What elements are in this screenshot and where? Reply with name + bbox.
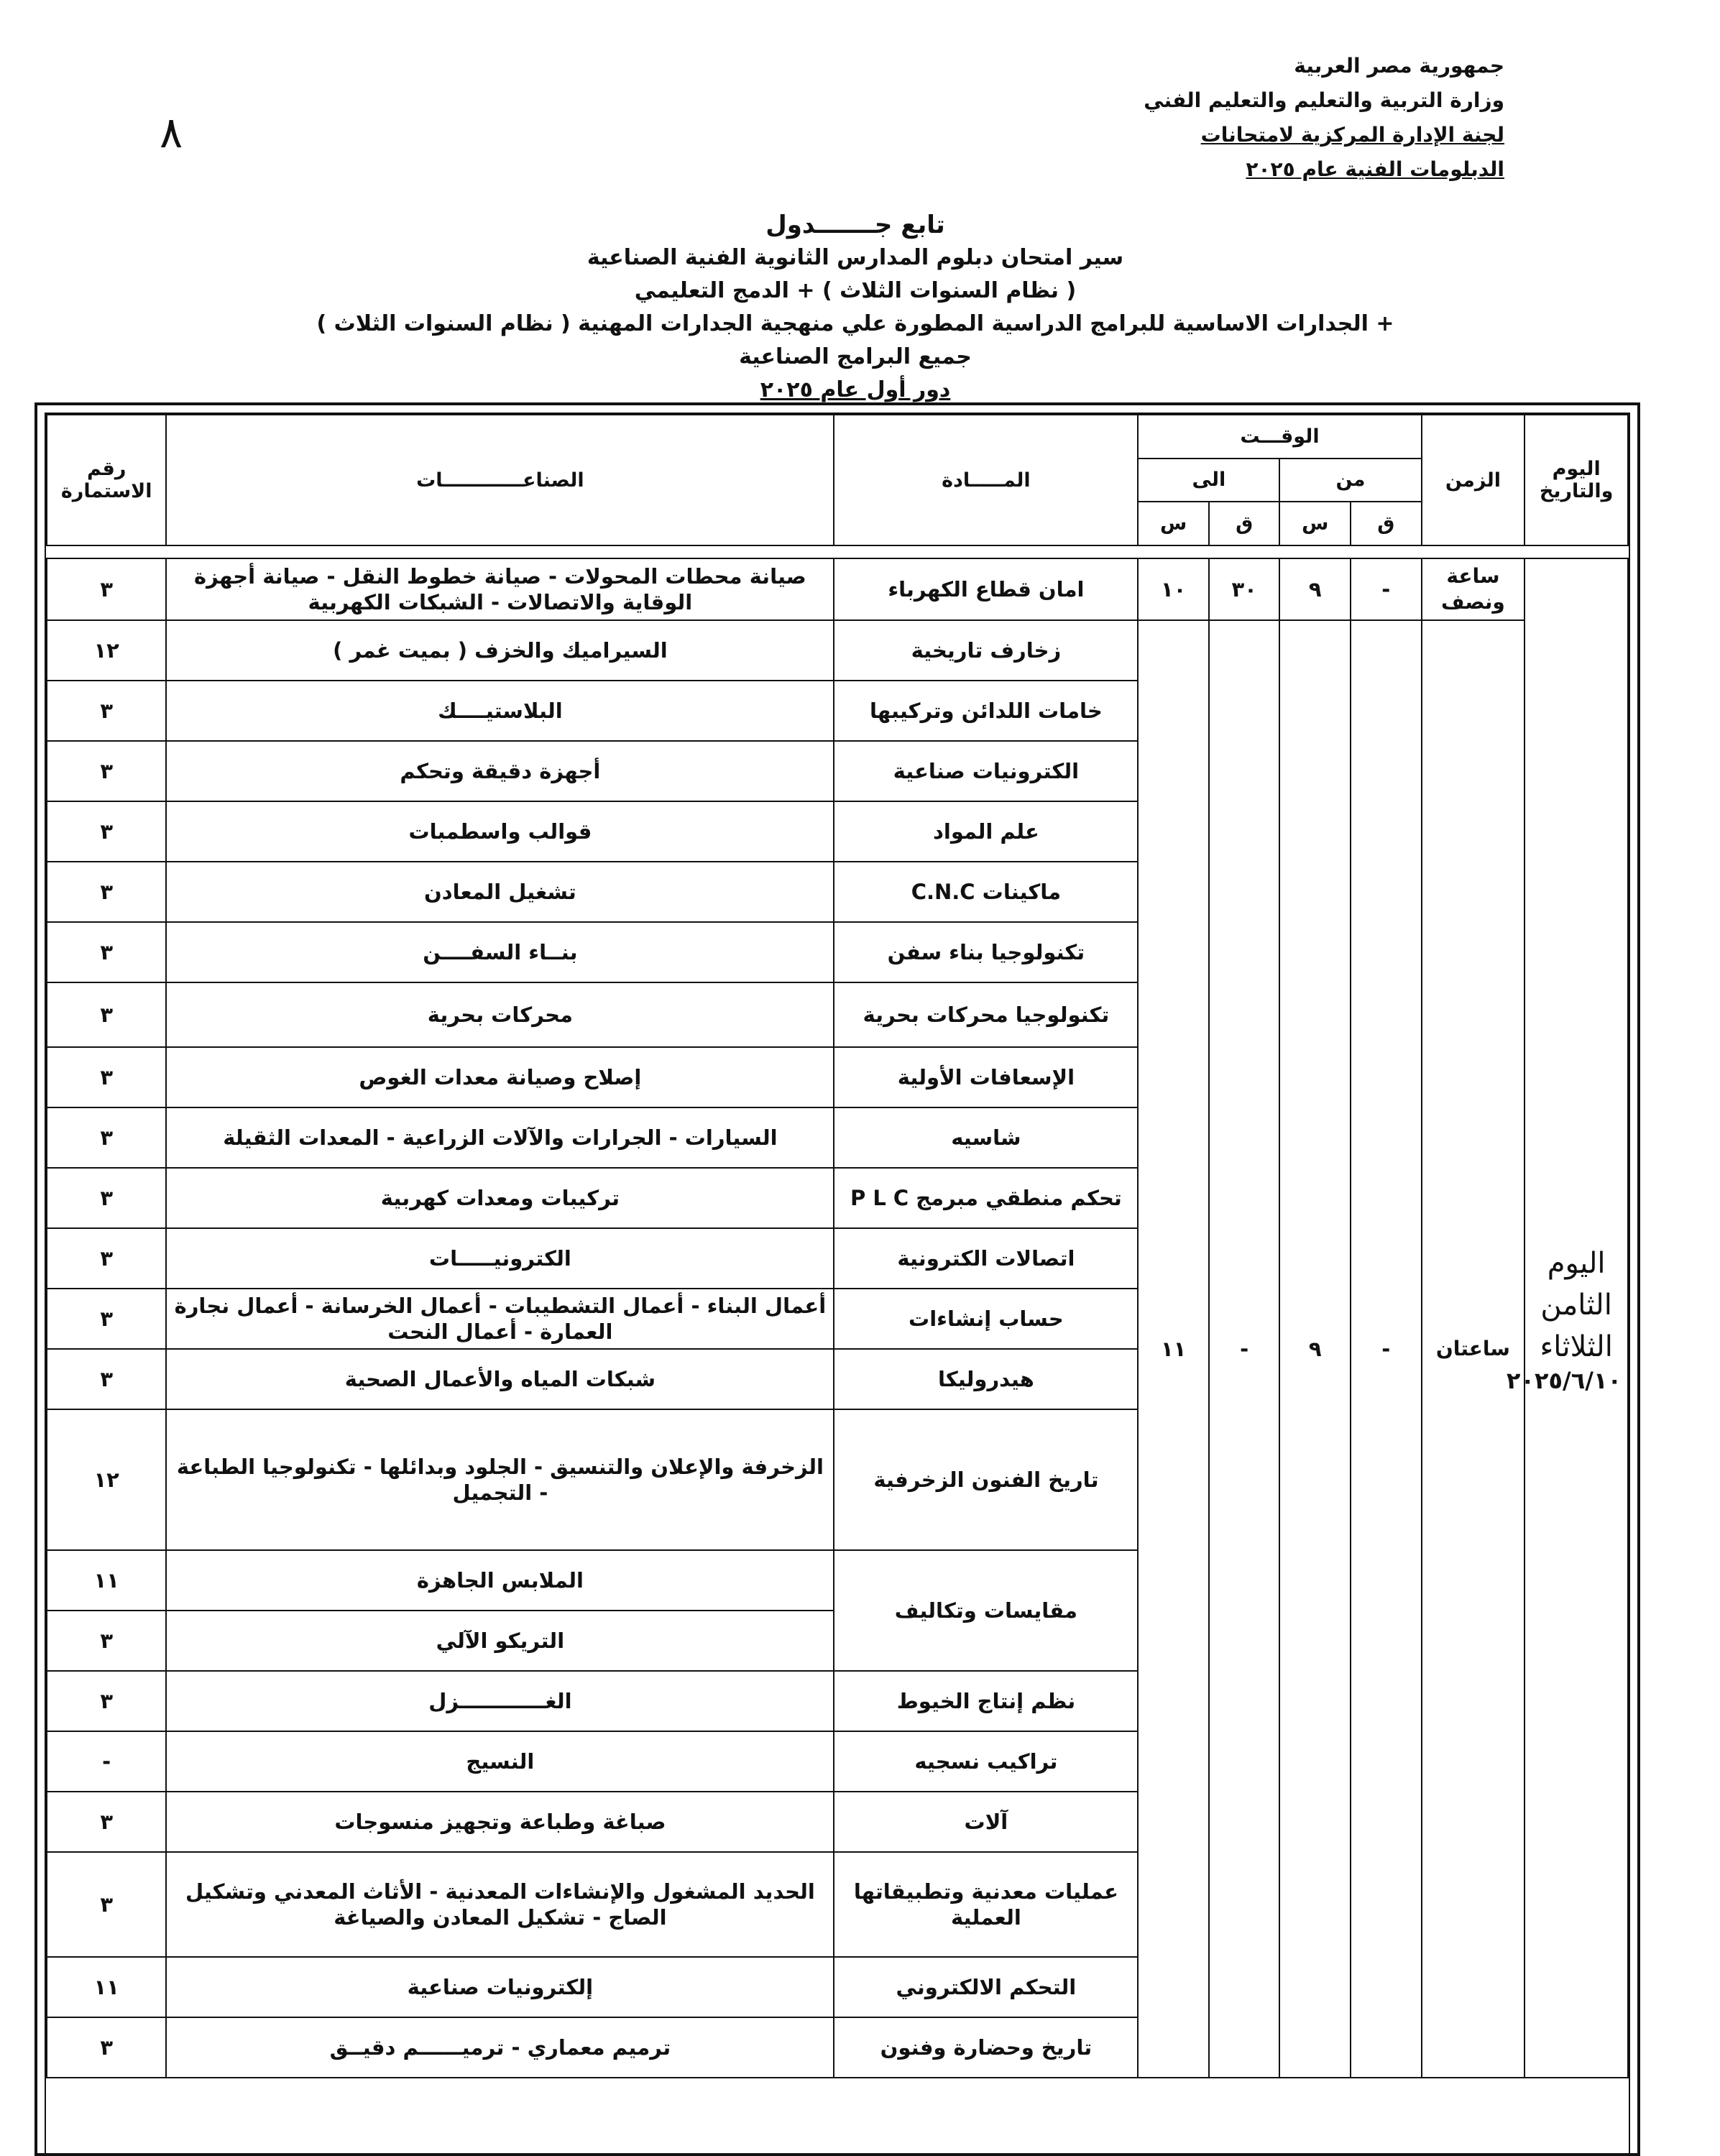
industries-cell: بنــاء السفــــن — [166, 922, 834, 982]
header-to: الى — [1138, 459, 1279, 502]
title-line: دور أول عام ٢٠٢٥ — [760, 377, 951, 402]
subject-cell: خامات اللدائن وتركيبها — [834, 681, 1138, 741]
ministry-header — [1144, 49, 1504, 187]
day-label: اليوم — [1547, 1247, 1606, 1280]
industries-cell: الغــــــــــــزل — [166, 1671, 834, 1731]
form-no-cell: ٣ — [47, 982, 166, 1047]
industries-cell: أجهزة دقيقة وتحكم — [166, 741, 834, 801]
subject-cell: تحكم منطقي مبرمج P L C — [834, 1168, 1138, 1228]
document-titles — [288, 208, 1423, 407]
schedule-header — [46, 414, 1629, 546]
ministry-line: الدبلومات الفنية عام ٢٠٢٥ — [1246, 157, 1504, 181]
header-gap — [46, 546, 1629, 558]
day-ordinal: الثامن — [1540, 1289, 1612, 1322]
ministry-line: جمهورية مصر العربية — [1294, 54, 1504, 78]
form-no-cell: ٣ — [47, 862, 166, 922]
subject-cell: تاريخ وحضارة وفنون — [834, 2017, 1138, 2078]
header-from-q: ق — [1351, 502, 1422, 545]
industries-cell: أعمال البناء - أعمال التشطيبات - أعمال الخرسانة - أعمال نجارة العمارة - أعمال النحت — [166, 1289, 834, 1349]
day-date: ٢٠٢٥/٦/١٠ — [1506, 1367, 1622, 1394]
from-s-cell: ٩ — [1279, 620, 1351, 2078]
to-q-cell: ٣٠ — [1209, 558, 1280, 620]
header-subject: المـــــادة — [834, 415, 1138, 545]
duration-cell: ساعتان — [1422, 620, 1525, 2078]
subject-cell: امان قطاع الكهرباء — [834, 558, 1138, 620]
subject-cell: الإسعافات الأولية — [834, 1047, 1138, 1107]
industries-cell: السيراميك والخزف ( بميت غمر ) — [166, 620, 834, 681]
table-inner-frame — [45, 413, 1630, 2153]
from-q-cell: - — [1351, 620, 1422, 2078]
table-row — [47, 620, 1628, 681]
subject-cell: اتصالات الكترونية — [834, 1228, 1138, 1289]
title-line: جميع البرامج الصناعية — [739, 344, 972, 369]
industries-cell: الحديد المشغول والإنشاءات المعدنية - الأثاث المعدني وتشكيل الصاج - تشكيل المعادن والصياغة — [166, 1852, 834, 1957]
form-no-cell: ٣ — [47, 801, 166, 862]
header-from: من — [1279, 459, 1421, 502]
subject-cell: زخارف تاريخية — [834, 620, 1138, 681]
duration-cell: ساعة ونصف — [1422, 558, 1525, 620]
header-time: الوقـــت — [1138, 415, 1421, 459]
form-no-cell: ١١ — [47, 1957, 166, 2017]
schedule-body — [46, 558, 1629, 2078]
table-frame — [35, 402, 1640, 2156]
subject-cell: هيدروليكا — [834, 1349, 1138, 1409]
to-q-cell: - — [1209, 620, 1280, 2078]
industries-cell: الزخرفة والإعلان والتنسيق - الجلود وبدائلها - تكنولوجيا الطباعة - التجميل — [166, 1409, 834, 1550]
ministry-line: لجنة الإدارة المركزية لامتحانات — [1200, 123, 1504, 147]
form-no-cell: ٣ — [47, 1852, 166, 1957]
form-no-cell: ٣ — [47, 2017, 166, 2078]
form-no-cell: ٣ — [47, 922, 166, 982]
industries-cell: تشغيل المعادن — [166, 862, 834, 922]
industries-cell: صيانة محطات المحولات - صيانة خطوط النقل - صيانة أجهزة الوقاية والاتصالات - الشبكات الكهربية — [166, 558, 834, 620]
subject-cell: مقايسات وتكاليف — [834, 1550, 1138, 1671]
form-no-cell: ٣ — [47, 1289, 166, 1349]
industries-cell: محركات بحرية — [166, 982, 834, 1047]
industries-cell: البلاستيــــك — [166, 681, 834, 741]
form-no-cell: ١٢ — [47, 1409, 166, 1550]
form-no-cell: ٣ — [47, 1611, 166, 1671]
industries-cell: شبكات المياه والأعمال الصحية — [166, 1349, 834, 1409]
form-no-cell: ٣ — [47, 1047, 166, 1107]
form-no-cell: ٣ — [47, 1349, 166, 1409]
header-to-s: س — [1138, 502, 1209, 545]
industries-cell: إلكترونيات صناعية — [166, 1957, 834, 2017]
subject-cell: آلات — [834, 1792, 1138, 1852]
form-no-cell: - — [47, 1731, 166, 1792]
title-line: ( نظام السنوات الثلاث ) + الدمج التعليمي — [634, 278, 1077, 303]
title-line: تابع جـــــــدول — [765, 211, 945, 239]
from-q-cell: - — [1351, 558, 1422, 620]
form-no-cell: ٣ — [47, 1228, 166, 1289]
to-s-cell: ١١ — [1138, 620, 1209, 2078]
table-row — [47, 558, 1628, 620]
industries-cell: قوالب واسطمبات — [166, 801, 834, 862]
industries-cell: النسيج — [166, 1731, 834, 1792]
day-date-cell — [1506, 558, 1628, 2078]
form-no-cell: ١١ — [47, 1550, 166, 1611]
day-weekday: الثلاثاء — [1540, 1330, 1613, 1363]
form-no-cell: ٣ — [47, 558, 166, 620]
header-to-q: ق — [1209, 502, 1280, 545]
industries-cell: إصلاح وصيانة معدات الغوص — [166, 1047, 834, 1107]
industries-cell: التريكو الآلي — [166, 1611, 834, 1671]
header-form-no: رقم الاستمارة — [47, 415, 166, 545]
subject-cell: ماكينات C.N.C — [834, 862, 1138, 922]
ministry-line: وزارة التربية والتعليم والتعليم الفني — [1144, 88, 1504, 112]
subject-cell: حساب إنشاءات — [834, 1289, 1138, 1349]
industries-cell: الكترونيـــــات — [166, 1228, 834, 1289]
subject-cell: تكنولوجيا محركات بحرية — [834, 982, 1138, 1047]
form-no-cell: ٣ — [47, 1107, 166, 1168]
page-number: ٨ — [160, 108, 183, 158]
subject-cell: الكترونيات صناعية — [834, 741, 1138, 801]
industries-cell: ترميم معماري - ترميــــــم دقيــق — [166, 2017, 834, 2078]
header-industries: الصناعــــــــــــات — [166, 415, 834, 545]
form-no-cell: ٣ — [47, 1671, 166, 1731]
to-s-cell: ١٠ — [1138, 558, 1209, 620]
title-line: سير امتحان دبلوم المدارس الثانوية الفنية الصناعية — [587, 245, 1124, 270]
form-no-cell: ٣ — [47, 681, 166, 741]
subject-cell: نظم إنتاج الخيوط — [834, 1671, 1138, 1731]
header-duration: الزمن — [1422, 415, 1525, 545]
industries-cell: تركيبات ومعدات كهربية — [166, 1168, 834, 1228]
form-no-cell: ١٢ — [47, 620, 166, 681]
industries-cell: صباغة وطباعة وتجهيز منسوجات — [166, 1792, 834, 1852]
title-line: + الجدارات الاساسية للبرامج الدراسية المطورة علي منهجية الجدارات المهنية ( نظام السنوات الثلاث ) — [316, 311, 1394, 336]
header-from-s: س — [1279, 502, 1351, 545]
industries-cell: السيارات - الجرارات والآلات الزراعية - المعدات الثقيلة — [166, 1107, 834, 1168]
header-day-date: اليوم والتاريخ — [1524, 415, 1628, 545]
form-no-cell: ٣ — [47, 741, 166, 801]
subject-cell: شاسيه — [834, 1107, 1138, 1168]
form-no-cell: ٣ — [47, 1792, 166, 1852]
subject-cell: التحكم الالكتروني — [834, 1957, 1138, 2017]
subject-cell: تراكيب نسجيه — [834, 1731, 1138, 1792]
subject-cell: علم المواد — [834, 801, 1138, 862]
industries-cell: الملابس الجاهزة — [166, 1550, 834, 1611]
subject-cell: تاريخ الفنون الزخرفية — [834, 1409, 1138, 1550]
subject-cell: تكنولوجيا بناء سفن — [834, 922, 1138, 982]
from-s-cell: ٩ — [1279, 558, 1351, 620]
form-no-cell: ٣ — [47, 1168, 166, 1228]
subject-cell: عمليات معدنية وتطبيقاتها العملية — [834, 1852, 1138, 1957]
